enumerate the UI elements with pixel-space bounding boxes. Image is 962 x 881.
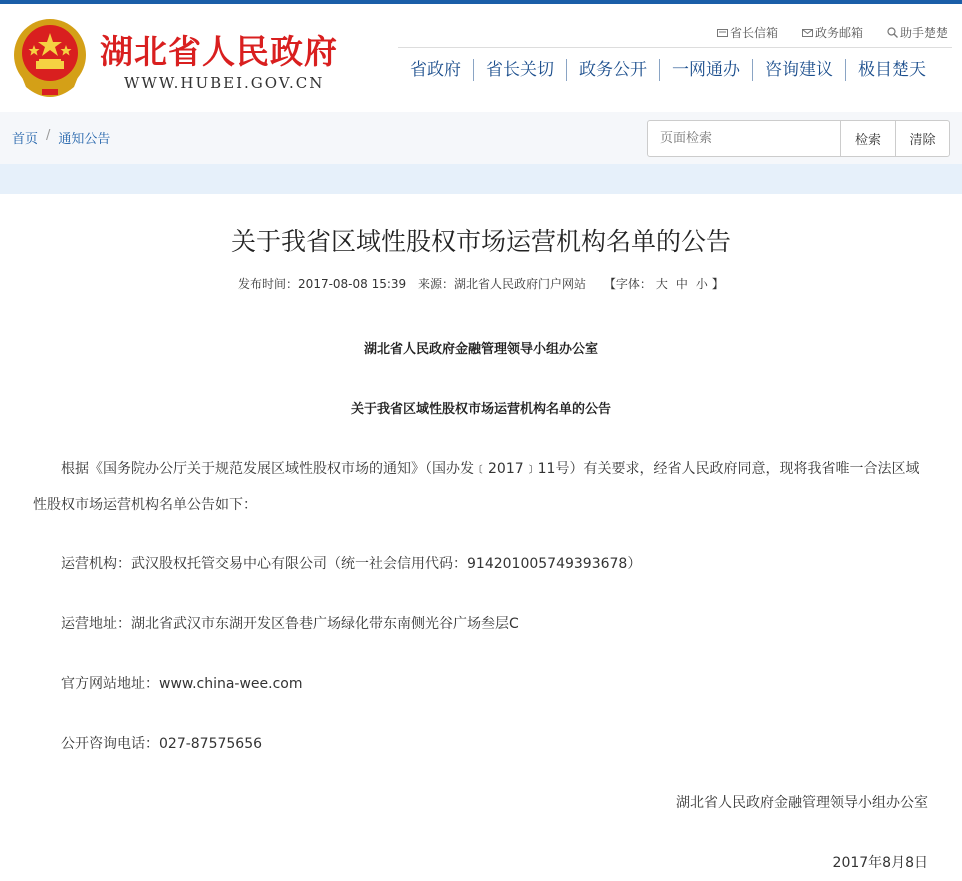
site-title[interactable]: 湖北省人民政府 [100, 32, 338, 71]
breadcrumb [12, 128, 110, 147]
body-paragraph-line2: 性股权市场运营机构名单公告如下： [33, 497, 257, 513]
nav-item-consult[interactable]: 咨询建议 [752, 59, 845, 81]
phone-line: 公开咨询电话：027-87575656 [61, 736, 263, 752]
site-header [0, 4, 962, 112]
font-size-control [604, 277, 724, 291]
assistant-link[interactable] [887, 24, 948, 41]
operator-line: 运营机构：武汉股权托管交易中心有限公司（统一社会信用代码：914201005749393678） [61, 556, 642, 572]
governor-mailbox-link[interactable] [717, 24, 778, 41]
font-size-label: 【字体： [603, 277, 652, 291]
main-nav [398, 59, 954, 81]
article-title: 关于我省区域性股权市场运营机构名单的公告 [230, 227, 731, 256]
national-emblem-icon[interactable] [12, 15, 88, 101]
nav-item-jimu-chutian[interactable]: 极目楚天 [845, 59, 938, 81]
search-button[interactable]: 检索 [840, 120, 896, 157]
signature: 湖北省人民政府金融管理领导小组办公室 [676, 795, 928, 811]
issuer-heading: 湖北省人民政府金融管理领导小组办公室 [363, 342, 598, 357]
article-subtitle: 关于我省区域性股权市场运营机构名单的公告 [350, 402, 611, 417]
mail-box-icon [717, 27, 728, 38]
website-line: 官方网站地址：www.china-wee.com [61, 676, 303, 692]
search-icon [887, 27, 898, 38]
util-link-label: 省长信箱 [729, 26, 778, 40]
utility-links [717, 24, 948, 41]
nav-divider-line [398, 47, 952, 48]
address-line: 运营地址：湖北省武汉市东湖开发区鲁巷广场绿化带东南侧光谷广场叁层C [61, 616, 519, 632]
nav-item-governor-concern[interactable]: 省长关切 [473, 59, 566, 81]
font-size-close: 】 [711, 277, 724, 291]
breadcrumb-separator: / [46, 128, 51, 143]
publish-time: 发布时间：2017-08-08 15:39 [238, 277, 407, 291]
util-link-label: 政务邮箱 [814, 26, 863, 40]
gov-email-link[interactable] [802, 24, 863, 41]
nav-item-province-gov[interactable]: 省政府 [410, 60, 461, 80]
nav-item-gov-affairs[interactable]: 政务公开 [566, 59, 659, 81]
breadcrumb-home-link[interactable]: 首页 [12, 132, 39, 147]
nav-item-one-stop-service[interactable]: 一网通办 [659, 59, 752, 81]
body-paragraph-line1: 根据《国务院办公厅关于规范发展区域性股权市场的通知》（国办发﹝2017﹞11号）有关要求，经省人民政府同意，现将我省唯一合法区域 [61, 461, 920, 477]
clear-button[interactable]: 清除 [895, 120, 950, 157]
util-link-label: 助手楚楚 [899, 26, 948, 40]
font-large-button[interactable]: 大 [655, 277, 668, 291]
source: 来源：湖北省人民政府门户网站 [418, 277, 587, 291]
site-url: WWW.HUBEI.GOV.CN [124, 74, 325, 92]
sign-date: 2017年8月8日 [832, 855, 928, 871]
breadcrumb-bar [0, 112, 962, 164]
page-search-input[interactable] [647, 120, 841, 157]
font-small-button[interactable]: 小 [695, 277, 708, 291]
breadcrumb-current-link[interactable]: 通知公告 [58, 132, 111, 147]
decorative-band [0, 164, 962, 194]
envelope-icon [802, 27, 813, 38]
article-meta [0, 275, 962, 292]
font-medium-button[interactable]: 中 [675, 277, 688, 291]
